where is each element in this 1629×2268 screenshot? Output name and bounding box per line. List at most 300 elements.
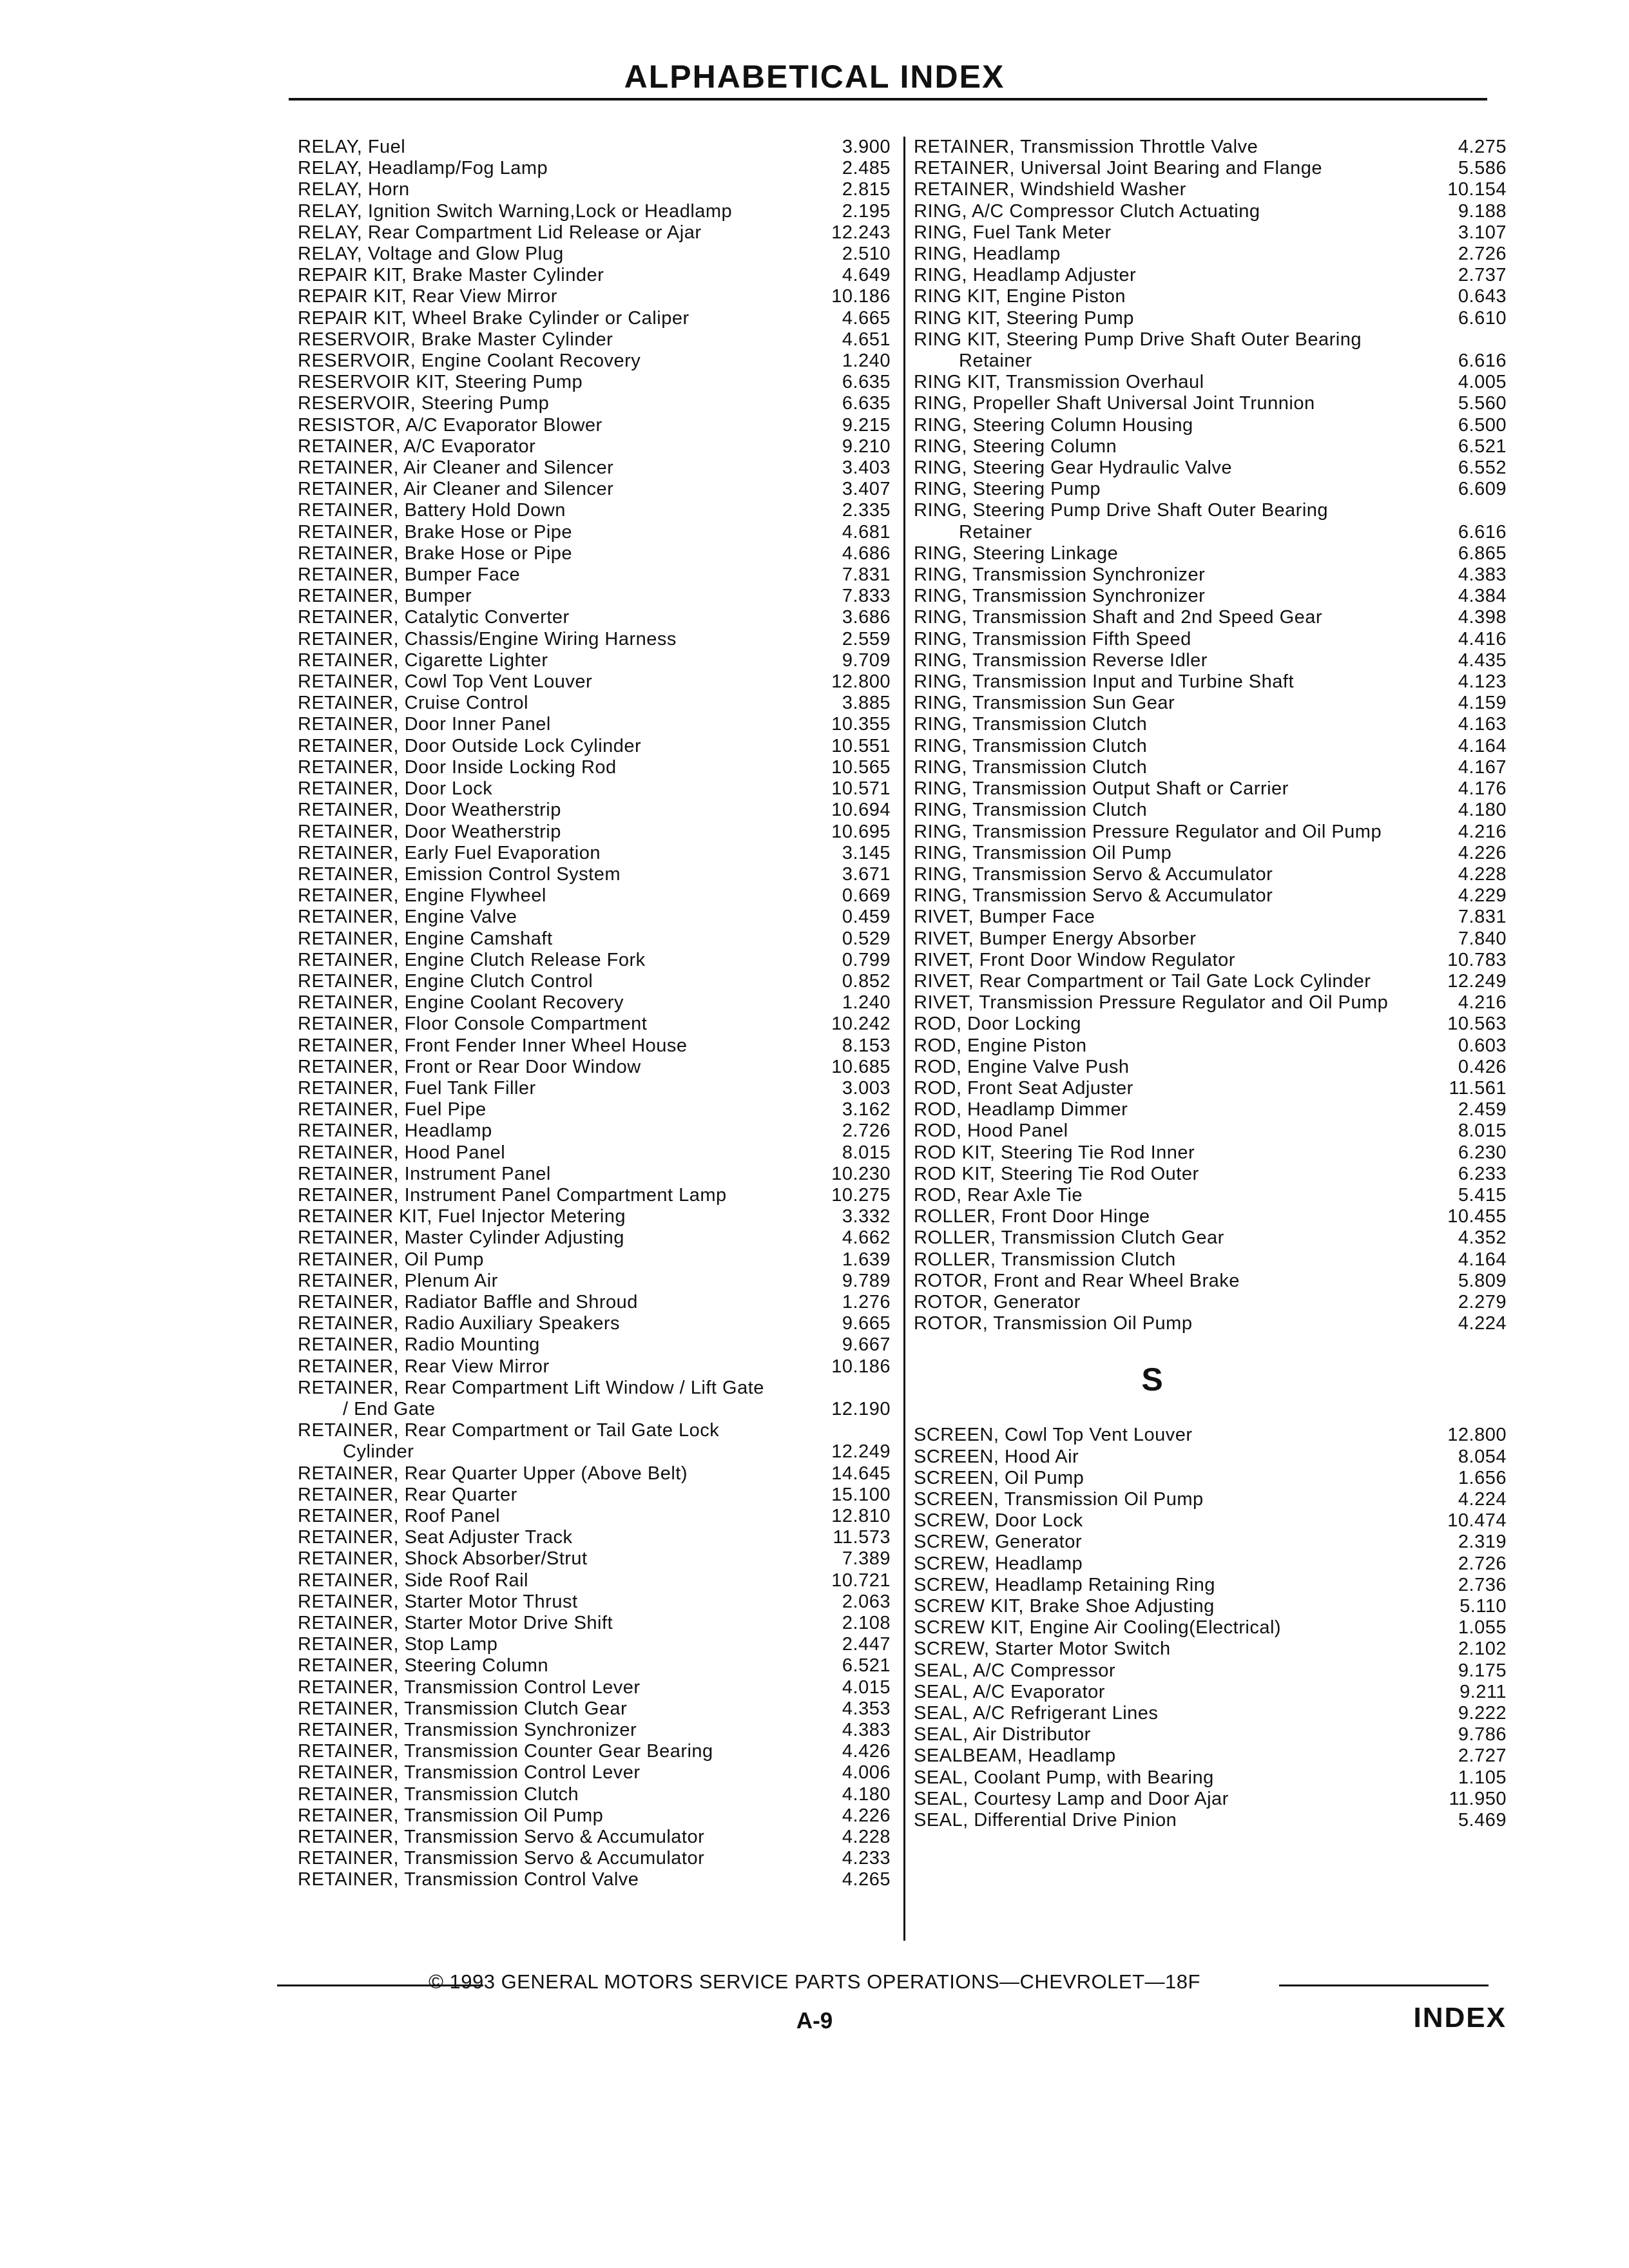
index-entry bbox=[914, 500, 1507, 543]
index-entry-page-number: 4.649 bbox=[842, 265, 891, 286]
index-entry bbox=[298, 757, 891, 778]
index-entry bbox=[914, 1446, 1507, 1468]
index-entry-text: SEAL, A/C Compressor bbox=[914, 1660, 1115, 1681]
index-entry-page-number: 3.403 bbox=[842, 457, 891, 479]
index-entry-page-number: 4.665 bbox=[842, 307, 891, 329]
index-entry-page-number: 4.383 bbox=[1458, 564, 1507, 586]
index-entry-text: RETAINER, Battery Hold Down bbox=[298, 500, 566, 521]
index-entry-page-number: 12.800 bbox=[1447, 1425, 1507, 1446]
index-entry-page-number: 6.552 bbox=[1458, 457, 1507, 479]
index-entry-page-number: 4.216 bbox=[1458, 821, 1507, 842]
index-entry-text: RETAINER, Transmission Servo & Accumulator bbox=[298, 1827, 705, 1848]
index-entry-text: RETAINER, Hood Panel bbox=[298, 1142, 506, 1163]
index-entry-page-number: 5.586 bbox=[1458, 158, 1507, 179]
index-entry bbox=[298, 564, 891, 586]
index-entry-page-number: 7.389 bbox=[842, 1548, 891, 1570]
index-entry bbox=[914, 1596, 1507, 1617]
index-entry bbox=[298, 1805, 891, 1827]
index-entry bbox=[914, 714, 1507, 735]
index-entry bbox=[298, 265, 891, 286]
index-entry bbox=[914, 864, 1507, 885]
index-entry-page-number: 4.651 bbox=[842, 329, 891, 350]
index-entry-page-number: 6.616 bbox=[1458, 351, 1507, 372]
index-entry bbox=[914, 1703, 1507, 1724]
section-letter-s: S bbox=[1141, 1361, 1163, 1398]
index-entry-page-number: 4.005 bbox=[1458, 372, 1507, 393]
index-entry-page-number: 3.671 bbox=[842, 863, 891, 885]
index-entry bbox=[914, 1617, 1507, 1639]
index-entry-page-number: 0.529 bbox=[842, 928, 891, 949]
index-entry-text: ROD, Headlamp Dimmer bbox=[914, 1099, 1128, 1120]
index-entry bbox=[298, 351, 891, 372]
page-number: A-9 bbox=[796, 2008, 833, 2033]
index-entry-text: RETAINER, Transmission Control Lever bbox=[298, 1762, 641, 1783]
index-entry-text: SCREW, Headlamp bbox=[914, 1553, 1083, 1574]
index-entry-page-number: 3.145 bbox=[842, 842, 891, 863]
index-entry-page-number: 2.459 bbox=[1458, 1099, 1507, 1120]
index-entry bbox=[298, 800, 891, 821]
index-entry bbox=[298, 457, 891, 479]
index-entry-text: ROD, Rear Axle Tie bbox=[914, 1184, 1083, 1206]
index-entry bbox=[298, 479, 891, 500]
index-entry bbox=[298, 1185, 891, 1206]
index-entry bbox=[914, 1553, 1507, 1575]
index-entry-page-number: 6.610 bbox=[1458, 307, 1507, 329]
index-entry-text: ROTOR, Generator bbox=[914, 1291, 1081, 1312]
index-entry-text: RETAINER, Windshield Washer bbox=[914, 179, 1186, 200]
index-entry-page-number: 4.681 bbox=[842, 521, 891, 543]
index-entry bbox=[298, 393, 891, 414]
index-entry bbox=[914, 1745, 1507, 1767]
index-entry-text: RETAINER, Transmission Synchronizer bbox=[298, 1720, 637, 1741]
index-entry bbox=[914, 1767, 1507, 1789]
index-entry-text: RING, Steering Pump bbox=[914, 479, 1101, 500]
index-entry-page-number: 2.559 bbox=[842, 628, 891, 649]
index-entry-text: RETAINER, Transmission Counter Gear Bearing bbox=[298, 1741, 713, 1762]
index-entry bbox=[298, 1164, 891, 1185]
index-entry-text: RETAINER, Transmission Control Valve bbox=[298, 1869, 639, 1890]
index-entry-text: RETAINER, Engine Coolant Recovery bbox=[298, 992, 624, 1014]
index-entry bbox=[298, 1206, 891, 1227]
index-entry bbox=[914, 1057, 1507, 1078]
index-entry bbox=[298, 1463, 891, 1485]
index-entry bbox=[914, 736, 1507, 757]
index-entry-page-number: 2.485 bbox=[842, 158, 891, 179]
index-entry-text: RETAINER, Rear Compartment Lift Window / Lift Gate / End Gate bbox=[298, 1377, 764, 1419]
index-entry-page-number: 4.229 bbox=[1458, 885, 1507, 907]
index-entry bbox=[914, 629, 1507, 650]
index-entry-page-number: 3.407 bbox=[842, 479, 891, 500]
index-entry bbox=[298, 928, 891, 950]
index-entry bbox=[298, 1313, 891, 1334]
index-entry-page-number: 2.510 bbox=[842, 244, 891, 265]
index-entry-page-number: 4.224 bbox=[1458, 1313, 1507, 1334]
index-entry bbox=[298, 650, 891, 671]
index-entry-text: RETAINER, Starter Motor Thrust bbox=[298, 1591, 578, 1612]
index-entry-text: RETAINER, Rear Quarter bbox=[298, 1484, 517, 1505]
index-entry bbox=[914, 907, 1507, 928]
index-entry-page-number: 4.426 bbox=[842, 1741, 891, 1762]
index-entry-text: RETAINER, Side Roof Rail bbox=[298, 1570, 528, 1591]
index-entry-page-number: 4.662 bbox=[842, 1227, 891, 1249]
index-entry-text: SEAL, Air Distributor bbox=[914, 1724, 1091, 1745]
index-entry-text: RING, Transmission Oil Pump bbox=[914, 842, 1172, 863]
index-entry bbox=[914, 308, 1507, 329]
index-entry-page-number: 4.265 bbox=[842, 1869, 891, 1890]
index-entry-page-number: 14.645 bbox=[831, 1463, 891, 1484]
index-entry-text: RING, Transmission Clutch bbox=[914, 735, 1148, 756]
index-entry-text: RETAINER, Radio Mounting bbox=[298, 1334, 540, 1356]
index-entry bbox=[298, 500, 891, 521]
index-entry-page-number: 10.242 bbox=[831, 1014, 891, 1035]
index-entry-page-number: 3.162 bbox=[842, 1099, 891, 1120]
index-entry-page-number: 0.799 bbox=[842, 949, 891, 970]
index-entry-page-number: 10.154 bbox=[1447, 179, 1507, 200]
index-entry bbox=[298, 586, 891, 607]
index-entry-page-number: 4.233 bbox=[842, 1848, 891, 1869]
index-entry-page-number: 0.643 bbox=[1458, 286, 1507, 307]
index-entry-page-number: 11.950 bbox=[1449, 1788, 1507, 1809]
index-entry bbox=[914, 415, 1507, 436]
index-entry-text: RETAINER, Engine Camshaft bbox=[298, 928, 553, 949]
index-entry bbox=[914, 137, 1507, 158]
index-entry-text: RETAINER, Radio Auxiliary Speakers bbox=[298, 1313, 620, 1334]
index-entry bbox=[298, 137, 891, 158]
index-entry bbox=[914, 1271, 1507, 1292]
index-entry bbox=[914, 950, 1507, 971]
index-entry-page-number: 4.176 bbox=[1458, 778, 1507, 800]
index-entry-text: RELAY, Rear Compartment Lid Release or Ajar bbox=[298, 222, 702, 243]
index-entry bbox=[298, 1057, 891, 1078]
index-entry bbox=[298, 1292, 891, 1313]
index-entry-page-number: 4.416 bbox=[1458, 628, 1507, 649]
index-entry-text: RETAINER, Shock Absorber/Strut bbox=[298, 1548, 588, 1570]
index-entry-text: RIVET, Bumper Face bbox=[914, 907, 1095, 928]
index-entry-page-number: 10.563 bbox=[1447, 1014, 1507, 1035]
index-entry-page-number: 9.188 bbox=[1458, 200, 1507, 222]
index-entry bbox=[914, 1575, 1507, 1596]
index-entry-text: RING, Transmission Synchronizer bbox=[914, 586, 1206, 607]
index-entry-page-number: 2.726 bbox=[1458, 244, 1507, 265]
index-entry bbox=[298, 201, 891, 222]
index-entry-page-number: 4.167 bbox=[1458, 756, 1507, 778]
index-entry-page-number: 1.240 bbox=[842, 351, 891, 372]
index-entry-page-number: 6.521 bbox=[1458, 436, 1507, 457]
index-entry bbox=[298, 1099, 891, 1120]
index-entry-text: RING, Transmission Synchronizer bbox=[914, 564, 1206, 586]
index-entry-page-number: 11.573 bbox=[833, 1527, 891, 1548]
index-entry bbox=[914, 457, 1507, 479]
index-entry-text: RING, Steering Gear Hydraulic Valve bbox=[914, 457, 1233, 479]
index-entry bbox=[914, 1014, 1507, 1035]
index-entry bbox=[914, 1313, 1507, 1334]
index-entry-page-number: 4.228 bbox=[842, 1827, 891, 1848]
index-entry-page-number: 5.809 bbox=[1458, 1270, 1507, 1291]
index-entry-text: RING, Transmission Output Shaft or Carrier bbox=[914, 778, 1289, 800]
index-entry-page-number: 3.003 bbox=[842, 1077, 891, 1099]
page-title: ALPHABETICAL INDEX bbox=[624, 59, 1005, 95]
index-entry bbox=[298, 1378, 891, 1420]
index-entry-page-number: 9.222 bbox=[1458, 1703, 1507, 1724]
index-entry-page-number: 10.186 bbox=[831, 286, 891, 307]
index-entry-text: RING, Transmission Input and Turbine Shaft bbox=[914, 671, 1294, 693]
index-entry-text: RETAINER, A/C Evaporator bbox=[298, 436, 536, 457]
index-entry bbox=[298, 222, 891, 244]
index-entry bbox=[914, 1489, 1507, 1510]
index-entry bbox=[298, 1014, 891, 1035]
index-entry-text: ROTOR, Transmission Oil Pump bbox=[914, 1313, 1193, 1334]
index-entry bbox=[914, 564, 1507, 586]
index-entry-text: RETAINER, Transmission Clutch bbox=[298, 1783, 579, 1805]
index-entry bbox=[298, 907, 891, 928]
index-entry-page-number: 2.726 bbox=[1458, 1553, 1507, 1574]
index-entry bbox=[298, 736, 891, 757]
index-entry-page-number: 8.015 bbox=[1458, 1120, 1507, 1142]
index-entry-text: RIVET, Rear Compartment or Tail Gate Lock Cylinder bbox=[914, 970, 1371, 992]
index-entry bbox=[914, 992, 1507, 1014]
index-entry-page-number: 4.686 bbox=[842, 543, 891, 564]
index-entry-text: RETAINER, Front or Rear Door Window bbox=[298, 1056, 641, 1077]
index-entry-text: RELAY, Fuel bbox=[298, 137, 406, 157]
index-entry-page-number: 8.015 bbox=[842, 1142, 891, 1163]
index-entry bbox=[914, 650, 1507, 671]
index-entry-page-number: 4.228 bbox=[1458, 863, 1507, 885]
index-entry-page-number: 10.783 bbox=[1447, 949, 1507, 970]
index-entry-page-number: 4.383 bbox=[842, 1720, 891, 1741]
index-entry-page-number: 4.163 bbox=[1458, 714, 1507, 735]
index-entry-text: RETAINER, Engine Clutch Release Fork bbox=[298, 949, 646, 970]
index-entry-page-number: 9.175 bbox=[1458, 1660, 1507, 1681]
index-entry-text: RETAINER, Cowl Top Vent Louver bbox=[298, 671, 593, 693]
index-entry-page-number: 2.108 bbox=[842, 1613, 891, 1634]
index-entry-page-number: 12.249 bbox=[831, 1441, 891, 1463]
index-entry-text: RING, Transmission Clutch bbox=[914, 756, 1148, 778]
index-entry-page-number: 1.276 bbox=[842, 1291, 891, 1312]
index-entry-page-number: 1.639 bbox=[842, 1249, 891, 1270]
index-entry-page-number: 0.426 bbox=[1458, 1056, 1507, 1077]
index-entry bbox=[298, 1613, 891, 1634]
index-entry-text: RETAINER, Door Weatherstrip bbox=[298, 821, 561, 842]
index-entry-page-number: 10.474 bbox=[1447, 1510, 1507, 1532]
index-entry bbox=[298, 1634, 891, 1655]
index-entry bbox=[298, 244, 891, 265]
index-entry bbox=[298, 308, 891, 329]
index-entry-page-number: 4.352 bbox=[1458, 1227, 1507, 1249]
index-entry-page-number: 15.100 bbox=[831, 1484, 891, 1505]
index-entry-page-number: 5.415 bbox=[1458, 1184, 1507, 1206]
index-entry-text: RELAY, Ignition Switch Warning,Lock or Headlamp bbox=[298, 200, 733, 222]
index-entry bbox=[298, 1506, 891, 1527]
index-entry-page-number: 2.737 bbox=[1458, 265, 1507, 286]
index-entry bbox=[914, 1425, 1507, 1446]
index-entry-text: RING KIT, Engine Piston bbox=[914, 286, 1126, 307]
index-entry-page-number: 10.694 bbox=[831, 800, 891, 821]
index-entry-page-number: 4.159 bbox=[1458, 693, 1507, 714]
index-entry bbox=[298, 1677, 891, 1698]
index-entry-text: RETAINER KIT, Fuel Injector Metering bbox=[298, 1206, 626, 1227]
index-entry bbox=[914, 1035, 1507, 1057]
index-entry bbox=[914, 1164, 1507, 1185]
index-entry bbox=[298, 1591, 891, 1613]
index-entry-text: RETAINER, Catalytic Converter bbox=[298, 607, 570, 628]
index-entry-text: RELAY, Horn bbox=[298, 179, 410, 200]
index-entry-page-number: 6.635 bbox=[842, 393, 891, 414]
index-entry bbox=[298, 864, 891, 885]
index-entry-page-number: 4.275 bbox=[1458, 137, 1507, 157]
index-entry-text: RETAINER, Transmission Control Lever bbox=[298, 1677, 641, 1698]
index-entry bbox=[298, 522, 891, 543]
index-entry bbox=[298, 950, 891, 971]
index-entry-text: RETAINER, Seat Adjuster Track bbox=[298, 1527, 573, 1548]
index-entry-page-number: 4.164 bbox=[1458, 735, 1507, 756]
index-entry-text: RETAINER, Emission Control System bbox=[298, 863, 621, 885]
index-entry bbox=[914, 479, 1507, 500]
index-entry-page-number: 2.736 bbox=[1458, 1574, 1507, 1595]
column-divider bbox=[903, 137, 905, 1941]
index-entry-page-number: 4.384 bbox=[1458, 586, 1507, 607]
index-entry-text: RETAINER, Brake Hose or Pipe bbox=[298, 543, 573, 564]
index-entry-text: RING, Transmission Fifth Speed bbox=[914, 628, 1191, 649]
index-entry bbox=[914, 329, 1507, 372]
index-entry bbox=[914, 971, 1507, 992]
index-entry-page-number: 2.727 bbox=[1458, 1745, 1507, 1767]
index-entry-page-number: 2.063 bbox=[842, 1591, 891, 1612]
index-entry-text: RETAINER, Door Inside Locking Rod bbox=[298, 756, 617, 778]
index-entry bbox=[914, 778, 1507, 800]
index-entry bbox=[914, 1099, 1507, 1120]
index-entry-text: SEALBEAM, Headlamp bbox=[914, 1745, 1116, 1767]
index-entry-text: ROLLER, Front Door Hinge bbox=[914, 1206, 1150, 1227]
index-entry bbox=[914, 586, 1507, 607]
index-entry-text: SCREEN, Oil Pump bbox=[914, 1467, 1084, 1488]
index-entry bbox=[914, 1682, 1507, 1703]
index-entry bbox=[298, 1762, 891, 1783]
index-entry-page-number: 10.721 bbox=[831, 1570, 891, 1591]
index-entry-page-number: 6.521 bbox=[842, 1655, 891, 1677]
index-entry-text: RETAINER, Radiator Baffle and Shroud bbox=[298, 1291, 638, 1312]
index-entry-text: RETAINER, Engine Clutch Control bbox=[298, 970, 593, 992]
index-entry bbox=[914, 244, 1507, 265]
index-entry-text: RING KIT, Steering Pump bbox=[914, 307, 1134, 329]
index-entry-text: SEAL, A/C Evaporator bbox=[914, 1681, 1105, 1702]
index-entry-text: RETAINER, Oil Pump bbox=[298, 1249, 484, 1270]
index-entry bbox=[914, 1142, 1507, 1164]
index-entry-page-number: 4.180 bbox=[842, 1783, 891, 1805]
index-entry bbox=[914, 843, 1507, 864]
index-entry bbox=[298, 1142, 891, 1164]
index-entry-page-number: 0.669 bbox=[842, 885, 891, 907]
index-entry-page-number: 0.852 bbox=[842, 970, 891, 992]
index-entry-page-number: 1.656 bbox=[1458, 1467, 1507, 1488]
index-entry-page-number: 2.335 bbox=[842, 500, 891, 521]
index-entry-page-number: 11.561 bbox=[1449, 1077, 1507, 1099]
index-entry-page-number: 4.353 bbox=[842, 1698, 891, 1719]
index-entry bbox=[914, 800, 1507, 821]
index-entry-page-number: 12.249 bbox=[1447, 970, 1507, 992]
index-entry bbox=[298, 1570, 891, 1591]
index-entry bbox=[298, 1078, 891, 1099]
index-entry bbox=[914, 607, 1507, 628]
index-entry-text: ROLLER, Transmission Clutch bbox=[914, 1249, 1176, 1270]
index-entry bbox=[914, 179, 1507, 200]
index-column-left bbox=[298, 137, 891, 1891]
index-entry-text: RETAINER, Air Cleaner and Silencer bbox=[298, 479, 614, 500]
index-entry-text: RETAINER, Engine Flywheel bbox=[298, 885, 546, 907]
index-entry bbox=[914, 1120, 1507, 1142]
index-entry-page-number: 4.015 bbox=[842, 1677, 891, 1698]
index-entry-text: RING, Steering Linkage bbox=[914, 543, 1119, 564]
index-entry-text: SEAL, Differential Drive Pinion bbox=[914, 1810, 1177, 1831]
index-entry-text: RING, Steering Column Housing bbox=[914, 414, 1193, 436]
index-entry-page-number: 5.110 bbox=[1460, 1596, 1507, 1617]
index-entry bbox=[298, 436, 891, 457]
index-entry-page-number: 4.398 bbox=[1458, 607, 1507, 628]
index-entry-text: SCREW, Starter Motor Switch bbox=[914, 1639, 1171, 1660]
index-entry-text: RELAY, Voltage and Glow Plug bbox=[298, 244, 564, 265]
index-entry-text: RETAINER, Bumper bbox=[298, 586, 472, 607]
index-entry-page-number: 4.216 bbox=[1458, 992, 1507, 1014]
index-entry-text: ROD, Engine Valve Push bbox=[914, 1056, 1130, 1077]
index-entry-text: RETAINER, Transmission Servo & Accumulator bbox=[298, 1848, 705, 1869]
index-entry-page-number: 10.230 bbox=[831, 1163, 891, 1184]
index-entry bbox=[298, 1784, 891, 1805]
index-entry-text: RETAINER, Starter Motor Drive Shift bbox=[298, 1613, 613, 1634]
index-entry bbox=[298, 1869, 891, 1890]
index-entry-text: ROD KIT, Steering Tie Rod Inner bbox=[914, 1142, 1195, 1163]
index-entry-text: SEAL, A/C Refrigerant Lines bbox=[914, 1703, 1159, 1724]
index-entry bbox=[914, 372, 1507, 393]
index-entry bbox=[298, 992, 891, 1014]
index-entry-text: REPAIR KIT, Wheel Brake Cylinder or Caliper bbox=[298, 307, 689, 329]
index-entry-text: REPAIR KIT, Brake Master Cylinder bbox=[298, 265, 604, 286]
index-entry-text: ROD, Hood Panel bbox=[914, 1120, 1068, 1142]
index-entry-page-number: 5.469 bbox=[1458, 1810, 1507, 1831]
index-entry bbox=[914, 1227, 1507, 1249]
index-entry-page-number: 2.726 bbox=[842, 1120, 891, 1142]
index-entry-text: RESERVOIR, Engine Coolant Recovery bbox=[298, 351, 641, 372]
index-entry-text: RETAINER, Air Cleaner and Silencer bbox=[298, 457, 614, 479]
index-entry-page-number: 2.195 bbox=[842, 200, 891, 222]
index-entry bbox=[298, 286, 891, 307]
index-entry-page-number: 2.815 bbox=[842, 179, 891, 200]
index-entry-text: RETAINER, Door Lock bbox=[298, 778, 493, 800]
index-entry bbox=[914, 1724, 1507, 1745]
index-entry-text: RETAINER, Cigarette Lighter bbox=[298, 649, 548, 671]
index-entry-page-number: 4.006 bbox=[842, 1762, 891, 1783]
index-entry-text: SCREEN, Cowl Top Vent Louver bbox=[914, 1425, 1193, 1446]
index-entry-text: SCREW KIT, Engine Air Cooling(Electrical) bbox=[914, 1617, 1282, 1639]
index-entry bbox=[298, 179, 891, 200]
index-entry bbox=[298, 1035, 891, 1057]
index-entry-text: RETAINER, Door Inner Panel bbox=[298, 714, 551, 735]
index-entry-text: ROD, Front Seat Adjuster bbox=[914, 1077, 1133, 1099]
section-s-entries bbox=[914, 1425, 1507, 1831]
index-entry-page-number: 5.560 bbox=[1458, 393, 1507, 414]
index-entry bbox=[298, 1485, 891, 1506]
index-entry-text: RING, Propeller Shaft Universal Joint Trunnion bbox=[914, 393, 1315, 414]
index-entry bbox=[914, 1639, 1507, 1660]
index-entry-text: RING, A/C Compressor Clutch Actuating bbox=[914, 200, 1260, 222]
index-entry bbox=[914, 1510, 1507, 1532]
index-entry-text: RING, Fuel Tank Meter bbox=[914, 222, 1112, 243]
index-entry-page-number: 3.900 bbox=[842, 137, 891, 157]
index-entry-text: RETAINER, Early Fuel Evaporation bbox=[298, 842, 601, 863]
index-entry-text: RETAINER, Brake Hose or Pipe bbox=[298, 521, 573, 543]
index-entry-text: RETAINER, Steering Column bbox=[298, 1655, 549, 1677]
index-entry-page-number: 1.240 bbox=[842, 992, 891, 1014]
index-entry-text: RETAINER, Front Fender Inner Wheel House bbox=[298, 1035, 688, 1056]
index-entry bbox=[914, 436, 1507, 457]
